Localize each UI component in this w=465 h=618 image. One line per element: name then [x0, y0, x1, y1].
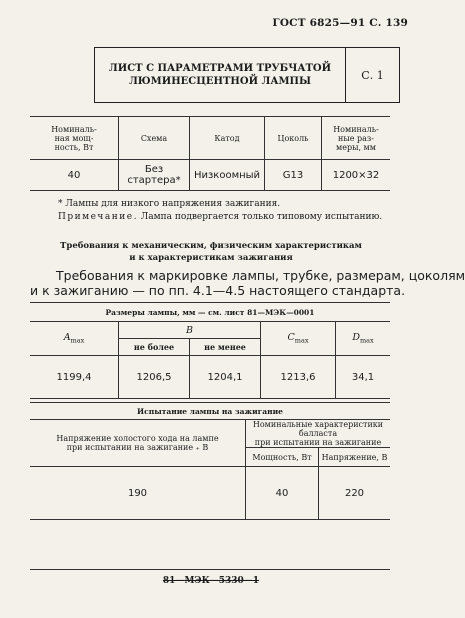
header-b [119, 322, 261, 339]
sheet-page-number: С. 1 [361, 68, 384, 82]
footer-code: 81—МЭК—5330—1 [162, 576, 260, 586]
note [58, 212, 382, 222]
header-ballast [246, 420, 391, 448]
header-ballast-line1: Номинальные характеристики балласта [252, 420, 384, 438]
table-row [30, 356, 390, 399]
note-label: Примечание. [58, 212, 138, 222]
header-dim-line1: Номиналь- [333, 124, 379, 134]
note-text: Лампа подвергается только типовому испытанию. [137, 212, 383, 222]
header-a-sub: max [70, 336, 85, 345]
ignition-test-table [30, 402, 390, 520]
document-reference: ГОСТ 6825—91 С. 139 [272, 17, 408, 29]
header-ballast-line2: при испытании на зажигание [254, 438, 382, 447]
header-scheme: Схема [119, 117, 190, 160]
header-ballast-power: Мощность, Вт [246, 448, 319, 467]
table-row [30, 467, 390, 520]
sheet-title-line2: ЛЮМИНЕСЦЕНТНОЙ ЛАМПЫ [128, 76, 312, 87]
header-power-line1: Номиналь- [51, 124, 97, 134]
sheet-title [95, 48, 346, 102]
cell-d-max: 34,1 [336, 356, 391, 399]
cell-power: 40 [30, 160, 119, 191]
header-ballast-voltage: Напряжение, В [319, 448, 391, 467]
header-d-letter: D [352, 332, 360, 344]
cell-c-max: 1213,6 [261, 356, 336, 399]
header-a-max [30, 322, 119, 356]
cell-ballast-voltage: 220 [319, 467, 391, 520]
header-power [30, 117, 119, 160]
dimensions-caption: Размеры лампы, мм — см. лист 81—МЭК—0001 [30, 303, 390, 322]
header-dim-line3: меры, мм [336, 142, 376, 152]
header-power-line2: ная мощ- [54, 133, 94, 143]
cell-b-min: 1204,1 [190, 356, 261, 399]
header-c-letter: C [287, 332, 295, 344]
header-cathode: Катод [190, 117, 265, 160]
cell-scheme: Без стартера* [119, 160, 190, 191]
header-c-max [261, 322, 336, 356]
header-dim-line2: ные раз- [338, 133, 374, 143]
header-open-circuit-voltage [30, 420, 246, 467]
header-a-letter: A [63, 332, 71, 344]
header-voltage-line1: Напряжение холостого хода на лампе [56, 434, 219, 443]
header-cap: Цоколь [265, 117, 322, 160]
ignition-caption: Испытание лампы на зажигание [30, 403, 390, 420]
cell-ballast-power: 40 [246, 467, 319, 520]
header-b-letter: B [186, 324, 193, 336]
cell-cap: G13 [265, 160, 322, 191]
header-dimensions [322, 117, 391, 160]
cell-cathode: Низкоомный [190, 160, 265, 191]
cell-a-max: 1199,4 [30, 356, 119, 399]
footnote: * Лампы для низкого напряжения зажигания. [58, 199, 281, 209]
sheet-title-line1: ЛИСТ С ПАРАМЕТРАМИ ТРУБЧАТОЙ [108, 63, 332, 74]
header-voltage-line2: при испытании на зажигание ₊ В [66, 443, 209, 452]
header-power-line3: ность, Вт [54, 142, 94, 152]
lamp-dimensions-table [30, 302, 390, 399]
requirements-text [30, 268, 465, 298]
requirements-text-line2: и к зажиганию — по пп. 4.1—4.5 настоящего стандарта. [30, 283, 406, 298]
requirements-heading-line2: и к характеристикам зажигания [129, 253, 293, 263]
footer-divider [30, 569, 390, 570]
cell-open-circuit-voltage: 190 [30, 467, 246, 520]
requirements-heading-line1: Требования к механическим, физическим характеристикам [60, 241, 362, 251]
requirements-heading [0, 240, 422, 264]
header-d-sub: max [359, 336, 374, 345]
lamp-parameters-table [30, 116, 390, 191]
cell-dimensions: 1200×32 [322, 160, 391, 191]
cell-b-max: 1206,5 [119, 356, 190, 399]
requirements-text-line1: Требования к маркировке лампы, трубке, размерам, цоколям [56, 268, 465, 283]
header-d-max [336, 322, 391, 356]
sheet-title-box [94, 47, 400, 103]
table-row [30, 160, 390, 191]
header-b-min: не менее [190, 339, 261, 356]
header-c-sub: max [294, 336, 309, 345]
header-b-max: не более [119, 339, 190, 356]
